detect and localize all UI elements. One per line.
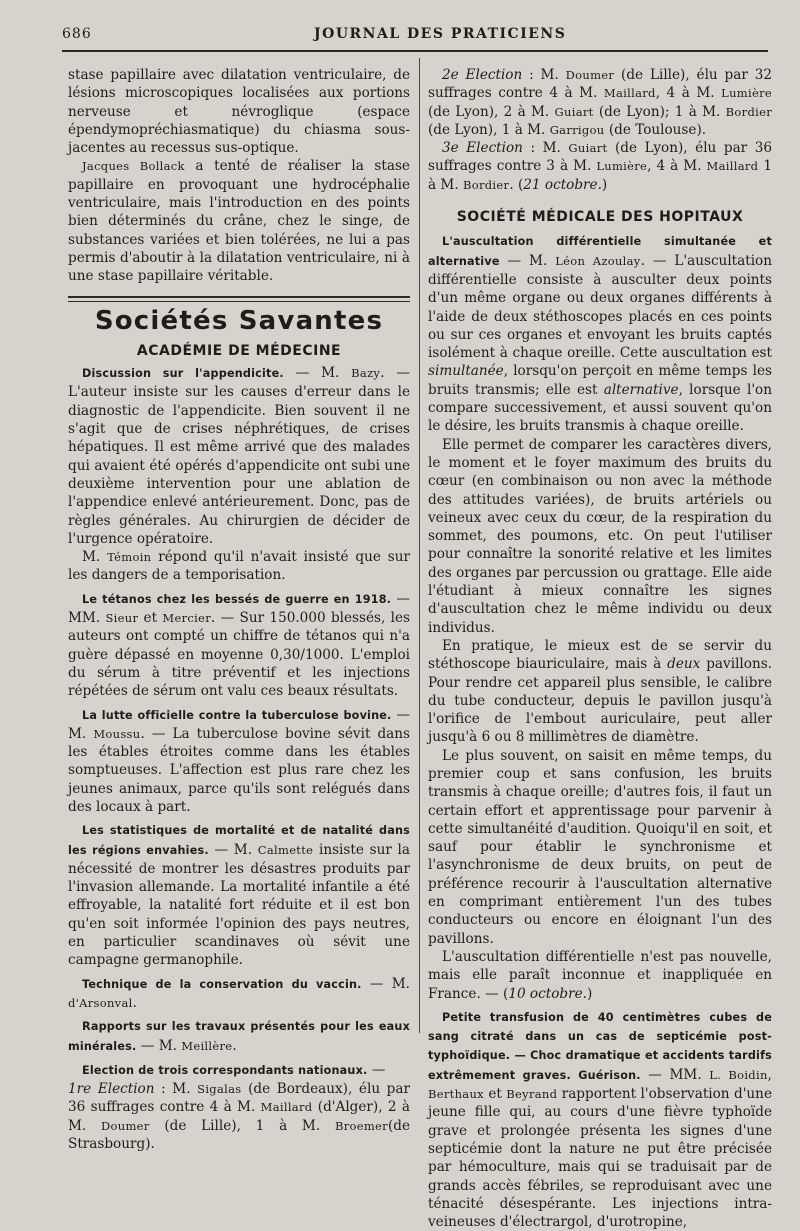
section-double-rule bbox=[68, 296, 410, 302]
left-column bbox=[68, 66, 410, 1153]
tuberculose-entry: La lutte officielle contre la tuberculose bovine. — M. Moussu. — La tuberculose bovine sévit dans les étables étroites comme dans les étables somptueuses. L'affection est plus rare chez les jeunes animaux, parce qu'ils sont relégués dans des locaux à part. bbox=[68, 706, 411, 815]
bollack-paragraph: Jacques Bollack a tenté de réaliser la stase papillaire en provoquant une hydrocéphalie ventriculaire, mais l'introduction en des points bien déterminés du crâne, chez le singe, de substances variées et bien tolérées, ne lui a pas permis d'aboutir à la dilatation ventriculaire, ni à une stase papillaire véritable. bbox=[68, 158, 410, 285]
second-election: 2e Election : M. Doumer (de Lille), élu par 32 suffrages contre 4 à M. Maillard, 4 à M. Lumière (de Lyon), 2 à M. Guiart (de Lyon); 1 à M. Bordier (de Lyon), 1 à M. Garrigou (de Toulouse). bbox=[428, 67, 772, 138]
eaux-minerales-entry: Rapports sur les travaux présentés pour les eaux minérales. — M. Meillère. bbox=[68, 1020, 410, 1054]
third-election: 3e Election : M. Guiart (de Lyon), élu par 36 suffrages contre 3 à M. Lumière, 4 à M. Maillard 1 à M. Bordier. (21 octobre.) bbox=[428, 140, 773, 193]
journal-title: JOURNAL DES PRATICIENS bbox=[314, 26, 567, 42]
article-continuation: stase papillaire avec dilatation ventriculaire, de lésions microscopiques localisées aux portions nerveuse et névroglique (espace épendymopréchiasmatique) du chiasma sous-jacentes au recessus sus-optique. bbox=[68, 67, 410, 157]
auscultation-paragraph-2: Elle permet de comparer les caractères divers, le moment et le foyer maximum des bruits du cœur (en combinaison ou non avec la méthode des attitudes variées), de bruits artériels ou veineux avec ceux du cœur, de la respiration du sommet, des poumons, etc. On peut l'utiliser pour connaître la sonorité relative et les limites des organes par percussion ou grattage. Elle aide l'étudiant à mieux connaître les signes d'auscultation chez le même individu ou deux individus. bbox=[428, 436, 772, 636]
author-name: Jacques Bollack bbox=[82, 159, 185, 174]
page-number: 686 bbox=[62, 26, 92, 42]
auscultation-entry: L'auscultation différentielle simultanée et alternative — M. Léon Azoulay. — L'auscultation différentielle consiste à ausculter deux points d'un même organe ou deux organes différents à l'aide de deux stéthoscopes placés en ces points ou sur ces organes et envoyant les bruits captés isolément à chaque oreille. Cette auscultation est simultanée, lorsqu'on perçoit en même temps les bruits transmis; elle est alternative, lorsque l'on compare successivement, et aussi souvent qu'on le désire, les bruits transmis à chaque oreille. bbox=[428, 235, 772, 435]
academie-heading: ACADÉMIE DE MÉDECINE bbox=[136, 342, 342, 359]
column-divider bbox=[419, 58, 420, 1033]
auscultation-paragraph-5: L'auscultation différentielle n'est pas nouvelle, mais elle paraît inconnue et inappliquée en France. — (10 octobre.) bbox=[428, 948, 772, 1002]
auscultation-paragraph-3: En pratique, le mieux est de se servir du stéthoscope biauriculaire, mais à deux pavillons. Pour rendre cet appareil plus sensible, le calibre du tube conducteur, depuis le pavillon jusqu'à l'orifice de l'embout auriculaire, peut aller jusqu'à 6 ou 8 millimètres de diamètre. bbox=[428, 637, 772, 746]
section-title-societes-savantes: Sociétés Savantes bbox=[94, 305, 384, 336]
vaccin-entry: Technique de la conservation du vaccin. — M. d'Arsonval. bbox=[68, 975, 410, 1011]
right-column bbox=[428, 66, 772, 1231]
auscultation-paragraph-4: Le plus souvent, on saisit en même temps, du premier coup et sans confusion, les bruits transmis à chaque oreille; d'autres fois, il faut un certain effort et apprentissage pour parvenir à cette simultanéité d'audition. Quoiqu'il en soit, et sauf pour établir le synchronisme et l'asynchronisme de deux bruits, on peut de préférence recourir à l'auscultation alternative en comprimant entièrement l'un des tubes conducteurs ou encore en éloignant l'un des pavillons. bbox=[428, 747, 772, 947]
appendicite-entry: Discussion sur l'appendicite. — M. Bazy. — L'auteur insiste sur les causes d'erreur dans le diagnostic de l'appendicite. Bien souvent il ne s'agit que de crises néphrétiques, de crises hépatiques. Il est même arrivé que des malades qui avaient été opérés d'appendicite ont subi une deuxième intervention pour une ablation de l'appendice enlevé antérieurement. Donc, pas de règles générales. Au chirurgien de décider de l'urgence opératoire. bbox=[68, 365, 410, 547]
temoin-reply: M. Témoin répond qu'il n'avait insisté que sur les dangers de a temporisation. bbox=[68, 549, 410, 584]
hopitaux-heading: SOCIÉTÉ MÉDICALE DES HOPITAUX bbox=[456, 209, 744, 226]
header-rule bbox=[62, 50, 768, 52]
statistiques-entry: Les statistiques de mortalité et de natalité dans les régions envahies. — M. Calmette insiste sur la nécessité de montrer les désastres produits par l'invasion allemande. La mortalité infantile a été effroyable, la natalité fort réduite et il est bon qu'en soit informée l'opinion des pays neutres, en particulier scandinaves où sévit une campagne germanophile. bbox=[68, 824, 410, 969]
tetanos-entry: Le tétanos chez les bessés de guerre en 1918. — MM. Sieur et Mercier. — Sur 150.000 blessés, les auteurs ont compté un chiffre de tétanos qui n'a guère dépassé en moyenne 0,30/1000. L'emploi du sérum à titre préventif et les injections répétées de sérum ont valu ces beaux résultats. bbox=[68, 590, 411, 700]
election-entry: Election de trois correspondants nationaux. — 1re Election : M. Sigalas (de Bordeaux), élu par 36 suffrages contre 4 à M. Maillard (d'Alger), 2 à M. Doumer (de Lille), 1 à M. Broemer(de Strasbourg). bbox=[68, 1061, 411, 1153]
page-header bbox=[62, 22, 768, 46]
transfusion-entry: Petite transfusion de 40 centimètres cubes de sang citraté dans un cas de septicémie post-typhoïdique. — Choc dramatique et accidents tardifs extrêmement graves. Guérison. — MM. L. Boidin, Berthaux et Beyrand rapportent l'observation d'une jeune fille qui, au cours d'une fièvre typhoïde grave et prolongée présenta les signes d'une septicémie dont la nature ne put être précisée par hémoculture, mais qui se traduisait par de grands accès fébriles, se reproduisant avec une ténacité désespérante. Les injections intra-veineuses d'électrargol, d'urotropine, bbox=[428, 1010, 772, 1231]
